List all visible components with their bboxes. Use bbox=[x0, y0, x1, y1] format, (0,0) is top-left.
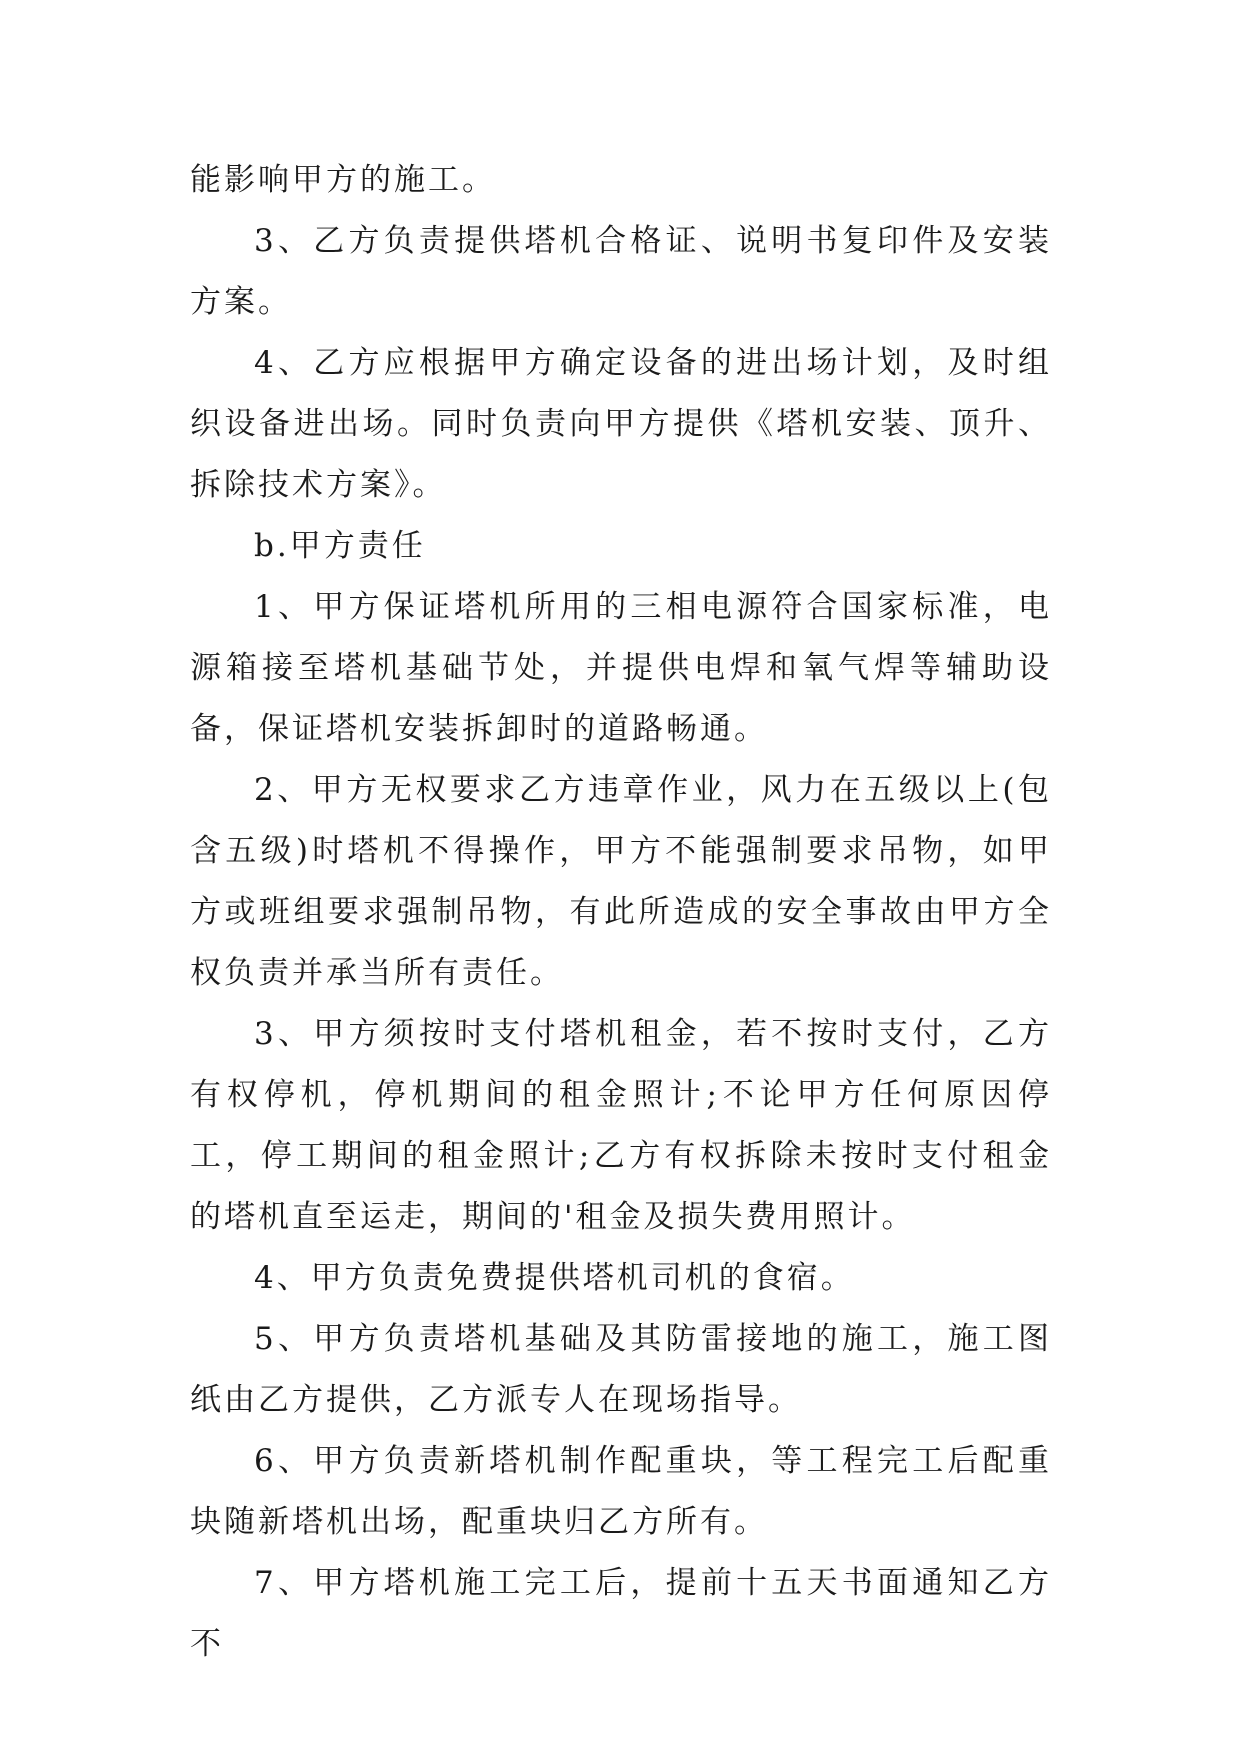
section-heading-party-a: b.甲方责任 bbox=[254, 528, 426, 564]
paragraph-a-4: 4、甲方负责免费提供塔机司机的食宿。 bbox=[254, 1260, 855, 1296]
paragraph-b-3: 3、乙方负责提供塔机合格证、说明书复印件及安装方案。 bbox=[190, 223, 1052, 320]
paragraph-a-7: 7、甲方塔机施工完工后，提前十五天书面通知乙方不 bbox=[190, 1565, 1052, 1662]
paragraph-b-4: 4、乙方应根据甲方确定设备的进出场计划，及时组织设备进出场。同时负责向甲方提供《塔机安装、顶升、拆除技术方案》。 bbox=[190, 345, 1052, 503]
paragraph-a-5: 5、甲方负责塔机基础及其防雷接地的施工，施工图纸由乙方提供，乙方派专人在现场指导。 bbox=[190, 1321, 1052, 1418]
paragraph-a-3: 3、甲方须按时支付塔机租金，若不按时支付，乙方有权停机，停机期间的租金照计;不论甲方任何原因停工，停工期间的租金照计;乙方有权拆除未按时支付租金的塔机直至运走，期间的'租金及损失费用照计。 bbox=[190, 1016, 1052, 1235]
paragraph-a-2: 2、甲方无权要求乙方违章作业，风力在五级以上(包含五级)时塔机不得操作，甲方不能强制要求吊物，如甲方或班组要求强制吊物，有此所造成的安全事故由甲方全权负责并承当所有责任。 bbox=[190, 772, 1052, 991]
paragraph-continuation: 能影响甲方的施工。 bbox=[190, 162, 496, 198]
paragraph-a-6: 6、甲方负责新塔机制作配重块，等工程完工后配重块随新塔机出场，配重块归乙方所有。 bbox=[190, 1443, 1052, 1540]
paragraph-a-1: 1、甲方保证塔机所用的三相电源符合国家标准，电源箱接至塔机基础节处，并提供电焊和氧气焊等辅助设备，保证塔机安装拆卸时的道路畅通。 bbox=[190, 589, 1052, 747]
document-body bbox=[190, 150, 1052, 1675]
